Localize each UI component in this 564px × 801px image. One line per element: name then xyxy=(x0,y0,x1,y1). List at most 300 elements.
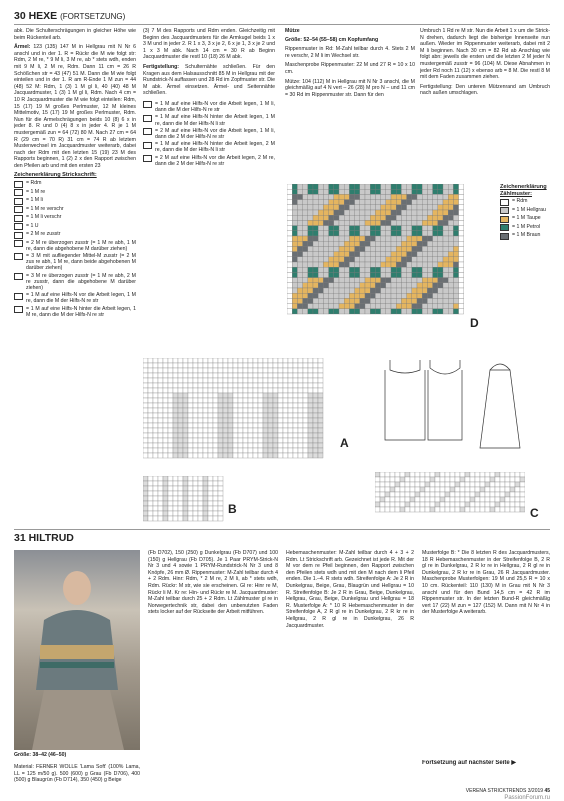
grid-cell xyxy=(485,507,490,512)
grid-cell xyxy=(288,408,293,413)
stitch-symbol-icon xyxy=(143,128,152,135)
grid-cell xyxy=(407,210,412,215)
grid-cell xyxy=(183,418,188,423)
grid-cell xyxy=(448,309,453,314)
grid-cell xyxy=(143,438,148,443)
grid-cell xyxy=(445,477,450,482)
grid-cell xyxy=(370,246,375,251)
grid-cell xyxy=(448,288,453,293)
grid-cell xyxy=(505,502,510,507)
grid-cell xyxy=(148,511,153,516)
grid-cell xyxy=(268,413,273,418)
key-label: = 1 M re verschr xyxy=(26,205,64,212)
grid-cell xyxy=(422,189,427,194)
grid-cell xyxy=(168,383,173,388)
key-item xyxy=(143,141,275,153)
grid-cell xyxy=(273,413,278,418)
grid-cell xyxy=(391,298,396,303)
grid-cell xyxy=(253,403,258,408)
grid-cell xyxy=(495,502,500,507)
grid-cell xyxy=(422,262,427,267)
grid-cell xyxy=(303,200,308,205)
grid-cell xyxy=(183,388,188,393)
grid-cell xyxy=(365,189,370,194)
grid-cell xyxy=(334,184,339,189)
grid-cell xyxy=(433,252,438,257)
grid-cell xyxy=(329,278,334,283)
key-label: = 1 M auf eine Hilfs-N hinter die Arbeit legen, 1 M re, dann die M der Hilfs-N re str xyxy=(26,305,136,318)
grid-cell xyxy=(453,226,458,231)
grid-cell xyxy=(422,241,427,246)
key-item xyxy=(14,292,136,304)
grid-cell xyxy=(318,309,323,314)
grid-cell xyxy=(510,492,515,497)
grid-cell xyxy=(412,200,417,205)
grid-cell xyxy=(355,309,360,314)
grid-cell xyxy=(329,246,334,251)
grid-cell xyxy=(500,482,505,487)
grid-cell xyxy=(153,491,158,496)
grid-cell xyxy=(203,383,208,388)
grid-cell xyxy=(158,418,163,423)
grid-cell xyxy=(425,497,430,502)
fertig-label: Fertigstellung: xyxy=(143,63,180,70)
grid-cell xyxy=(407,200,412,205)
grid-cell xyxy=(248,368,253,373)
grid-cell xyxy=(339,257,344,262)
grid-cell xyxy=(168,393,173,398)
grid-cell xyxy=(375,236,380,241)
grid-cell xyxy=(375,205,380,210)
grid-cell xyxy=(410,487,415,492)
key-item xyxy=(143,101,275,113)
grid-cell xyxy=(401,194,406,199)
grid-cell xyxy=(263,383,268,388)
grid-cell xyxy=(422,272,427,277)
muetze-groesse: Größe: 52–54 (55–58) cm Kopfumfang xyxy=(285,36,379,43)
grid-cell xyxy=(505,482,510,487)
grid-cell xyxy=(318,288,323,293)
color-key-item xyxy=(500,198,560,206)
color-key-list xyxy=(500,198,560,240)
grid-cell xyxy=(238,393,243,398)
grid-cell xyxy=(213,491,218,496)
grid-cell xyxy=(313,205,318,210)
grid-cell xyxy=(273,443,278,448)
grid-cell xyxy=(183,496,188,501)
grid-cell xyxy=(193,453,198,458)
grid-cell xyxy=(448,278,453,283)
grid-cell xyxy=(380,487,385,492)
grid-cell xyxy=(318,226,323,231)
grid-cell xyxy=(349,283,354,288)
grid-cell xyxy=(223,393,228,398)
grid-cell xyxy=(401,226,406,231)
grid-cell xyxy=(365,267,370,272)
grid-cell xyxy=(258,403,263,408)
grid-cell xyxy=(283,398,288,403)
grid-cell xyxy=(143,363,148,368)
color-key-label: = 1 M Hellgrau xyxy=(512,206,546,213)
grid-cell xyxy=(360,246,365,251)
grid-cell xyxy=(203,368,208,373)
grid-cell xyxy=(188,398,193,403)
grid-cell xyxy=(375,272,380,277)
grid-cell xyxy=(213,438,218,443)
grid-cell xyxy=(448,226,453,231)
grid-cell xyxy=(248,408,253,413)
grid-cell xyxy=(153,481,158,486)
grid-cell xyxy=(203,511,208,516)
grid-cell xyxy=(510,477,515,482)
grid-cell xyxy=(370,257,375,262)
grid-cell xyxy=(233,413,238,418)
grid-cell xyxy=(407,262,412,267)
grid-cell xyxy=(365,257,370,262)
grid-cell xyxy=(253,413,258,418)
grid-cell xyxy=(430,507,435,512)
grid-cell xyxy=(365,236,370,241)
grid-cell xyxy=(308,231,313,236)
grid-cell xyxy=(153,433,158,438)
grid-cell xyxy=(283,393,288,398)
grid-cell xyxy=(329,257,334,262)
grid-cell xyxy=(188,476,193,481)
grid-cell xyxy=(153,363,158,368)
grid-cell xyxy=(148,413,153,418)
grid-cell xyxy=(283,448,288,453)
grid-cell xyxy=(293,358,298,363)
grid-cell xyxy=(273,388,278,393)
grid-cell xyxy=(412,231,417,236)
key-label: = 1 M auf eine Hilfs-N hinter die Arbeit legen, 2 M re, dann die M der Hilfs-N li str xyxy=(155,141,275,154)
grid-cell xyxy=(233,363,238,368)
stitch-symbol-icon xyxy=(14,293,23,300)
grid-cell xyxy=(173,403,178,408)
grid-cell xyxy=(213,486,218,491)
grid-cell xyxy=(268,368,273,373)
grid-cell xyxy=(455,502,460,507)
grid-cell xyxy=(297,194,302,199)
grid-cell xyxy=(465,482,470,487)
chart-label-d: D xyxy=(470,316,479,330)
grid-cell xyxy=(297,252,302,257)
grid-cell xyxy=(208,388,213,393)
grid-cell xyxy=(163,496,168,501)
grid-cell xyxy=(163,398,168,403)
aermel-label: Ärmel: xyxy=(14,44,31,51)
grid-cell xyxy=(365,304,370,309)
grid-cell xyxy=(318,304,323,309)
grid-cell xyxy=(203,408,208,413)
grid-cell xyxy=(283,403,288,408)
stitch-chart-a xyxy=(143,358,333,473)
grid-cell xyxy=(303,398,308,403)
grid-cell xyxy=(412,293,417,298)
grid-cell xyxy=(415,487,420,492)
grid-cell xyxy=(396,257,401,262)
grid-cell xyxy=(386,278,391,283)
grid-cell xyxy=(292,304,297,309)
grid-cell xyxy=(349,220,354,225)
grid-cell xyxy=(391,304,396,309)
grid-cell xyxy=(459,278,464,283)
grid-cell xyxy=(308,267,313,272)
grid-cell xyxy=(375,252,380,257)
grid-cell xyxy=(365,194,370,199)
grid-cell xyxy=(455,487,460,492)
grid-cell xyxy=(410,492,415,497)
key-label: = 3 M re überzogen zusstr (= 1 M re abh, 2 M re zusstr, dann die abgehobene M darüber ziehen) xyxy=(26,272,136,291)
grid-cell xyxy=(273,398,278,403)
grid-cell xyxy=(208,476,213,481)
grid-cell xyxy=(218,448,223,453)
grid-cell xyxy=(443,205,448,210)
grid-cell xyxy=(308,246,313,251)
grid-cell xyxy=(396,288,401,293)
grid-cell xyxy=(370,283,375,288)
grid-cell xyxy=(349,215,354,220)
grid-cell xyxy=(375,189,380,194)
grid-cell xyxy=(334,267,339,272)
grid-cell xyxy=(355,194,360,199)
grid-cell xyxy=(396,246,401,251)
grid-cell xyxy=(143,358,148,363)
grid-cell xyxy=(188,443,193,448)
color-swatch-icon xyxy=(500,216,509,223)
grid-cell xyxy=(292,184,297,189)
grid-cell xyxy=(253,433,258,438)
grid-cell xyxy=(203,438,208,443)
grid-cell xyxy=(193,358,198,363)
grid-cell xyxy=(258,443,263,448)
grid-cell xyxy=(412,205,417,210)
grid-cell xyxy=(163,378,168,383)
grid-cell xyxy=(443,309,448,314)
grid-cell xyxy=(480,482,485,487)
grid-cell xyxy=(386,298,391,303)
grid-cell xyxy=(459,205,464,210)
grid-cell xyxy=(450,482,455,487)
grid-cell xyxy=(380,507,385,512)
grid-cell xyxy=(318,210,323,215)
grid-cell xyxy=(417,231,422,236)
grid-cell xyxy=(515,492,520,497)
grid-cell xyxy=(268,453,273,458)
grid-cell xyxy=(412,309,417,314)
grid-cell xyxy=(448,189,453,194)
grid-cell xyxy=(287,272,292,277)
grid-cell xyxy=(228,373,233,378)
grid-cell xyxy=(490,502,495,507)
grid-cell xyxy=(339,200,344,205)
grid-cell xyxy=(360,293,365,298)
grid-cell xyxy=(360,220,365,225)
grid-cell xyxy=(308,215,313,220)
grid-cell xyxy=(313,200,318,205)
grid-cell xyxy=(288,418,293,423)
grid-cell xyxy=(188,511,193,516)
grid-cell xyxy=(390,472,395,477)
grid-cell xyxy=(287,257,292,262)
grid-cell xyxy=(500,492,505,497)
grid-cell xyxy=(193,388,198,393)
grid-cell xyxy=(203,501,208,506)
grid-cell xyxy=(268,358,273,363)
grid-cell xyxy=(248,393,253,398)
grid-cell xyxy=(258,423,263,428)
grid-cell xyxy=(349,226,354,231)
grid-cell xyxy=(443,267,448,272)
grid-cell xyxy=(293,408,298,413)
grid-cell xyxy=(208,423,213,428)
grid-cell xyxy=(183,383,188,388)
grid-cell xyxy=(208,403,213,408)
grid-cell xyxy=(273,433,278,438)
grid-cell xyxy=(297,220,302,225)
grid-cell xyxy=(360,226,365,231)
grid-cell xyxy=(308,293,313,298)
grid-cell xyxy=(218,393,223,398)
key-label: = 2 M re überzogen zusstr (= 1 M re abh, 1 M re, dann die abgehobene M darüber ziehen) xyxy=(26,239,136,252)
stitch-chart-b xyxy=(143,476,225,527)
grid-cell xyxy=(303,448,308,453)
grid-cell xyxy=(292,210,297,215)
grid-cell xyxy=(158,516,163,521)
grid-cell xyxy=(248,388,253,393)
grid-cell xyxy=(292,262,297,267)
grid-cell xyxy=(163,363,168,368)
grid-cell xyxy=(143,383,148,388)
grid-cell xyxy=(313,418,318,423)
grid-cell xyxy=(440,497,445,502)
grid-cell xyxy=(443,272,448,277)
grid-cell xyxy=(153,516,158,521)
grid-cell xyxy=(163,368,168,373)
grid-cell xyxy=(297,278,302,283)
grid-cell xyxy=(268,393,273,398)
grid-cell xyxy=(158,491,163,496)
grid-cell xyxy=(243,373,248,378)
grid-cell xyxy=(308,283,313,288)
grid-cell xyxy=(148,443,153,448)
stitch-symbol-icon xyxy=(14,223,23,230)
grid-cell xyxy=(297,257,302,262)
color-key-item xyxy=(500,232,560,240)
grid-cell xyxy=(339,288,344,293)
grid-cell xyxy=(355,215,360,220)
grid-cell xyxy=(381,184,386,189)
stitch-symbol-icon xyxy=(143,155,152,162)
grid-cell xyxy=(313,241,318,246)
grid-cell xyxy=(308,252,313,257)
grid-cell xyxy=(375,267,380,272)
grid-cell xyxy=(407,194,412,199)
grid-cell xyxy=(329,231,334,236)
grid-cell xyxy=(193,511,198,516)
grid-cell xyxy=(450,472,455,477)
key-label: = 2 M auf eine Hilfs-N vor die Arbeit legen, 2 M re, dann die 2 M der Hilfs-N re str xyxy=(155,154,275,167)
grid-cell xyxy=(178,516,183,521)
grid-cell xyxy=(293,403,298,408)
grid-cell xyxy=(329,267,334,272)
grid-cell xyxy=(263,433,268,438)
grid-cell xyxy=(283,388,288,393)
grid-cell xyxy=(480,507,485,512)
grid-cell xyxy=(334,293,339,298)
grid-cell xyxy=(370,189,375,194)
grid-cell xyxy=(203,398,208,403)
grid-cell xyxy=(375,288,380,293)
grid-cell xyxy=(422,236,427,241)
grid-cell xyxy=(410,507,415,512)
grid-cell xyxy=(360,205,365,210)
grid-cell xyxy=(318,220,323,225)
grid-cell xyxy=(515,502,520,507)
grid-cell xyxy=(480,487,485,492)
grid-cell xyxy=(365,288,370,293)
grid-cell xyxy=(443,226,448,231)
grid-cell xyxy=(453,194,458,199)
grid-cell xyxy=(470,492,475,497)
grid-cell xyxy=(386,215,391,220)
grid-cell xyxy=(375,278,380,283)
grid-cell xyxy=(303,453,308,458)
grid-cell xyxy=(203,433,208,438)
grid-cell xyxy=(344,226,349,231)
grid-cell xyxy=(339,267,344,272)
grid-cell xyxy=(440,477,445,482)
grid-cell xyxy=(173,443,178,448)
grid-cell xyxy=(520,472,525,477)
grid-cell xyxy=(323,189,328,194)
grid-cell xyxy=(218,363,223,368)
grid-cell xyxy=(253,368,258,373)
grid-cell xyxy=(407,215,412,220)
grid-cell xyxy=(163,491,168,496)
grid-cell xyxy=(396,205,401,210)
grid-cell xyxy=(218,491,223,496)
grid-cell xyxy=(292,200,297,205)
grid-cell xyxy=(453,241,458,246)
grid-cell xyxy=(203,506,208,511)
grid-cell xyxy=(438,194,443,199)
grid-cell xyxy=(360,298,365,303)
grid-cell xyxy=(218,496,223,501)
grid-cell xyxy=(401,304,406,309)
grid-cell xyxy=(360,262,365,267)
grid-cell xyxy=(223,413,228,418)
grid-cell xyxy=(308,298,313,303)
grid-cell xyxy=(355,220,360,225)
grid-cell xyxy=(365,293,370,298)
grid-cell xyxy=(407,283,412,288)
grid-cell xyxy=(445,502,450,507)
grid-cell xyxy=(515,477,520,482)
grid-cell xyxy=(303,358,308,363)
grid-cell xyxy=(344,200,349,205)
grid-cell xyxy=(465,477,470,482)
grid-cell xyxy=(323,252,328,257)
grid-cell xyxy=(334,246,339,251)
grid-cell xyxy=(303,403,308,408)
grid-cell xyxy=(183,433,188,438)
grid-cell xyxy=(344,241,349,246)
grid-cell xyxy=(198,443,203,448)
grid-cell xyxy=(381,283,386,288)
grid-cell xyxy=(143,496,148,501)
grid-cell xyxy=(455,492,460,497)
